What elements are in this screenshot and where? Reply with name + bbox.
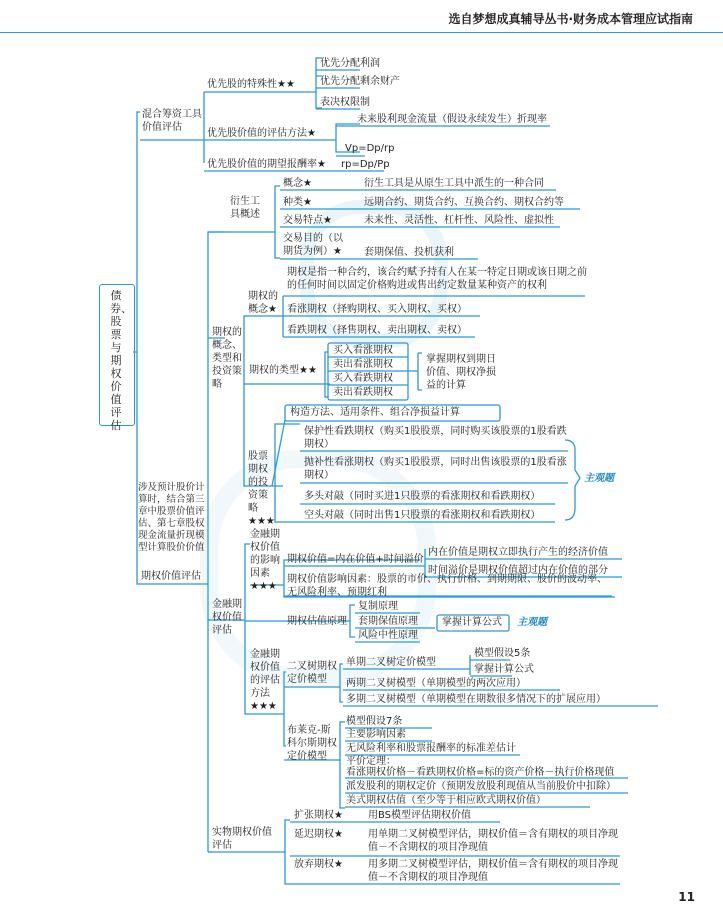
root-label: 债券、股票与期权价值评估 [110, 289, 132, 432]
binomial-two: 两期二叉树模型（单期模型的两次应用） [346, 678, 526, 689]
bs-item: 平价定理： [346, 756, 396, 767]
types-label: 期权的类型★★ [249, 365, 317, 376]
page-number: 11 [678, 890, 695, 904]
type-item: 卖出看跌期权 [333, 387, 393, 398]
binomial-single-item: 模型假设5条 [474, 648, 531, 659]
root-node [99, 284, 135, 432]
concept-def-desc: 期权是指一种合约，该合约赋予持有人在某一特定日期或该日期之前的任何时间以固定价格购进或售出约定数量某种资产的权利 [287, 267, 587, 291]
bs-item: 模型假设7条 [346, 716, 403, 727]
valuation-label: 期权估值原理 [287, 616, 347, 627]
influence-factors: 期权价值影响因素：股票的市价、执行价格、到期期限、股价的波动率、无风险利率、预期红利 [287, 574, 607, 598]
concept-label: 期权的概念、类型和投资策略 [212, 327, 242, 390]
valuation-note: 掌握计算公式 [442, 617, 502, 628]
derivative-key: 种类★ [283, 197, 312, 208]
real-value: 用BS模型评估期权价值 [368, 810, 472, 821]
hybrid-label: 混合筹资工具价值评估 [142, 109, 202, 133]
derivative-key: 交易特点★ [283, 215, 332, 226]
strategy-item: 抛补性看涨期权（购买1股股票，同时出售该股票的1股看涨期权） [304, 457, 567, 481]
pref-value-formula: Vp=Dp/rp [345, 143, 395, 154]
pref-value-desc: 未来股利现金流量（假设永续发生）折现率 [357, 114, 547, 125]
derivative-key: 概念★ [283, 178, 312, 189]
header-title: 选自梦想成真辅导丛书·财务成本管理应试指南 [448, 12, 693, 26]
binomial-single: 单期二叉树定价模型 [346, 657, 436, 668]
pref-feature-item: 优先分配剩余财产 [320, 76, 400, 87]
financial-label: 金融期权价值评估 [212, 599, 242, 636]
put-option: 看跌期权（择售期权、卖出期权、卖权） [287, 325, 467, 336]
bs-item: 美式期权估值（至少等于相应欧式期权价值） [346, 795, 546, 806]
binomial-single-item: 掌握计算公式 [474, 664, 534, 675]
types-note: 掌握期权到期日价值、期权净损益的计算 [426, 354, 496, 391]
option-label: 期权价值评估 [141, 571, 201, 582]
real-key: 放弃期权★ [294, 859, 343, 870]
pref-return-formula: rp=Dp/Pp [341, 159, 390, 170]
type-item: 买入看涨期权 [333, 345, 393, 356]
valuation-item: 复制原理 [358, 601, 398, 612]
binomial-multi: 多期二叉树模型（单期模型在期数很多情况下的扩展应用） [346, 694, 606, 705]
derivative-value: 远期合约、期货合约、互换合约、期权合约等 [364, 197, 564, 208]
strategy-header: 构造方法、适用条件、组合净损益计算 [290, 407, 460, 418]
bs-item: 主要影响因素 [346, 729, 406, 740]
valuation-item: 风险中性原理 [358, 630, 418, 641]
real-label: 实物期权价值评估 [212, 827, 272, 851]
derivative-key: 交易目的（以期货为例）★ [283, 233, 343, 257]
valuation-item: 套期保值原理 [358, 616, 418, 627]
subjective-tag: 主观题 [584, 473, 614, 484]
bs-item: 看涨期权价格－看跌期权价格=标的资产价格－执行价格现值 [346, 767, 615, 778]
time-premium: 时间溢价是期权价值超过内在价值的部分 [428, 565, 608, 576]
strategy-item: 多头对敲（同时买进1只股票的看涨期权和看跌期权） [304, 491, 541, 502]
bs-label: 布莱克-斯科尔斯期权定价模型 [287, 725, 337, 762]
pref-value-label: 优先股价值的评估方法★ [207, 128, 316, 139]
concept-def-label: 期权的概念★ [248, 291, 278, 315]
type-item: 买入看跌期权 [333, 373, 393, 384]
type-item: 卖出看涨期权 [333, 359, 393, 370]
factors-label: 金融期权价值的影响因素★★★ [250, 529, 280, 592]
intrinsic-value: 内在价值是期权立即执行产生的经济价值 [428, 547, 608, 558]
strategy-item: 空头对敲（同时出售1只股票的看涨期权和看跌期权） [304, 510, 541, 521]
derivative-label: 衍生工具概述 [230, 196, 260, 220]
methods-label: 金融期权价值的评估方法★★★ [250, 649, 280, 712]
pref-return-label: 优先股价值的期望报酬率★ [207, 159, 326, 170]
value-equation: 期权价值=内在价值+时间溢价 [287, 554, 424, 565]
subjective-tag: 主观题 [517, 617, 547, 628]
derivative-value: 未来性、灵活性、杠杆性、风险性、虚拟性 [364, 215, 554, 226]
binomial-label: 二叉树期权定价模型 [287, 661, 337, 685]
strategy-label: 股票期权的投资策略★★★ [248, 451, 275, 527]
real-key: 扩张期权★ [294, 810, 343, 821]
real-value: 用多期二叉树模型评估，期权价值＝含有期权的项目净现值－不含期权的项目净现值 [368, 859, 618, 883]
bs-item: 无风险利率和股票报酬率的标准差估计 [346, 743, 516, 754]
derivative-value: 衍生工具是从原生工具中派生的一种合同 [364, 178, 544, 189]
call-option: 看涨期权（择购期权、买入期权、买权） [287, 304, 467, 315]
pref-feature-item: 表决权限制 [320, 97, 370, 108]
strategy-item: 保护性看跌期权（购买1股股票，同时购买该股票的1股看跌期权） [304, 426, 567, 450]
bs-item: 派发股利的期权定价（预期发放股利现值从当前股价中扣除） [346, 781, 616, 792]
real-key: 延迟期权★ [294, 829, 343, 840]
pref-features-label: 优先股的特殊性★★ [207, 79, 295, 90]
pref-feature-item: 优先分配利润 [320, 58, 380, 69]
option-note: 涉及预计股价计算时，结合第三章中股票价值评估、第七章股权现金流量折现模型计算股价价值 [138, 482, 205, 553]
derivative-value: 套期保值、投机获利 [364, 247, 454, 258]
real-value: 用单期二叉树模型评估，期权价值＝含有期权的项目净现值－不含期权的项目净现值 [368, 829, 618, 853]
